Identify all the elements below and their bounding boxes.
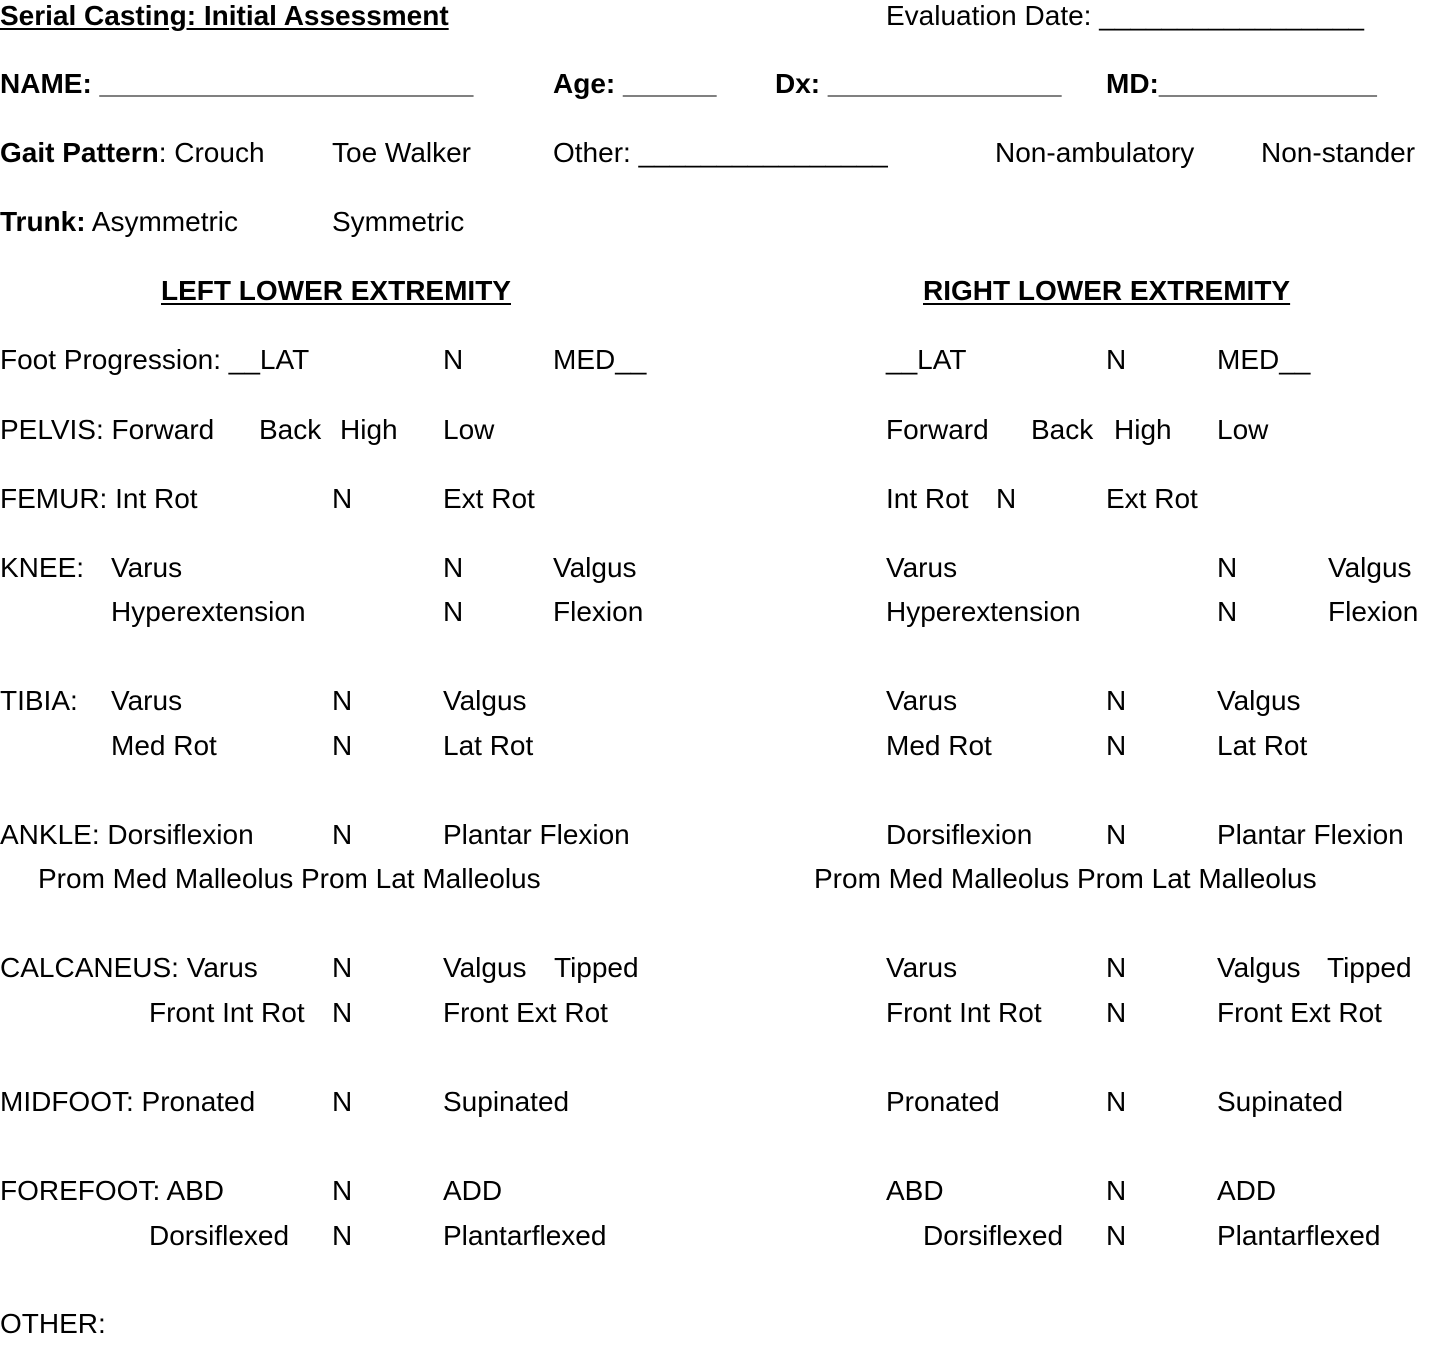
forefoot-right-n-2: N [1106, 1220, 1127, 1251]
forefoot-left-dorsiflexed: Dorsiflexed [149, 1220, 290, 1251]
form-title: Serial Casting: Initial Assessment [0, 0, 449, 31]
evaluation-date-field: Evaluation Date: _________________ [886, 0, 1364, 31]
tibia-right-valgus: Valgus [1217, 685, 1301, 716]
calcaneus-left-front-ext-rot: Front Ext Rot [443, 997, 608, 1028]
forefoot-left-plantarflexed: Plantarflexed [443, 1220, 607, 1251]
ankle-right-n: N [1106, 819, 1127, 850]
knee-right-flexion: Flexion [1328, 596, 1419, 627]
gait-pattern-label: Gait Pattern [0, 137, 159, 168]
left-extremity-heading: LEFT LOWER EXTREMITY [161, 275, 511, 306]
ankle-left-n: N [332, 819, 353, 850]
pelvis-right-high: High [1114, 414, 1172, 445]
knee-left-n-2: N [443, 596, 464, 627]
calcaneus-right-n-2: N [1106, 997, 1127, 1028]
tibia-left-varus: Varus [111, 685, 183, 716]
tibia-right-med-rot: Med Rot [886, 730, 992, 761]
knee-right-n: N [1217, 552, 1238, 583]
tibia-left-lat-rot: Lat Rot [443, 730, 534, 761]
knee-left-flexion: Flexion [553, 596, 644, 627]
dx-field: Dx: _______________ [775, 68, 1062, 99]
calcaneus-right-varus: Varus [886, 952, 958, 983]
foot-progression-right-med: MED__ [1217, 344, 1311, 375]
gait-non-ambulatory-option: Non-ambulatory [995, 137, 1195, 168]
tibia-right-lat-rot: Lat Rot [1217, 730, 1308, 761]
md-field: MD:______________ [1106, 68, 1377, 99]
forefoot-right-add: ADD [1217, 1175, 1277, 1206]
calcaneus-left-front-int-rot: Front Int Rot [149, 997, 305, 1028]
knee-left-valgus: Valgus [553, 552, 637, 583]
pelvis-left-low: Low [443, 414, 495, 445]
trunk-asymmetric-option: Asymmetric [85, 206, 239, 237]
knee-right-varus: Varus [886, 552, 958, 583]
forefoot-right-plantarflexed: Plantarflexed [1217, 1220, 1381, 1251]
knee-right-valgus: Valgus [1328, 552, 1412, 583]
gait-toe-walker-option: Toe Walker [332, 137, 472, 168]
gait-crouch-option: : Crouch [158, 137, 265, 168]
midfoot-right-pronated: Pronated [886, 1086, 1000, 1117]
midfoot-left-pronated: MIDFOOT: Pronated [0, 1086, 256, 1117]
pelvis-right-forward: Forward [886, 414, 989, 445]
trunk-row [0, 208, 238, 236]
forefoot-right-abd: ABD [886, 1175, 944, 1206]
calcaneus-left-n-2: N [332, 997, 353, 1028]
calcaneus-left-varus: CALCANEUS: Varus [0, 952, 258, 983]
midfoot-right-n: N [1106, 1086, 1127, 1117]
femur-left-n: N [332, 483, 353, 514]
tibia-left-valgus: Valgus [443, 685, 527, 716]
tibia-left-n-2: N [332, 730, 353, 761]
ankle-left-dorsiflexion: ANKLE: Dorsiflexion [0, 819, 254, 850]
femur-right-ext-rot: Ext Rot [1106, 483, 1198, 514]
foot-progression-right-n: N [1106, 344, 1127, 375]
tibia-label: TIBIA: [0, 685, 78, 716]
foot-progression-right-lat: __LAT [886, 344, 967, 375]
forefoot-left-abd: FOREFOOT: ABD [0, 1175, 225, 1206]
gait-pattern-row [0, 139, 265, 167]
calcaneus-left-n: N [332, 952, 353, 983]
knee-left-hyperextension: Hyperextension [111, 596, 306, 627]
gait-non-stander-option: Non-stander [1261, 137, 1416, 168]
forefoot-left-n: N [332, 1175, 353, 1206]
tibia-right-varus: Varus [886, 685, 958, 716]
pelvis-left-forward: PELVIS: Forward [0, 414, 215, 445]
pelvis-right-low: Low [1217, 414, 1269, 445]
ankle-right-dorsiflexion: Dorsiflexion [886, 819, 1033, 850]
foot-progression-left-med: MED__ [553, 344, 647, 375]
forefoot-right-n: N [1106, 1175, 1127, 1206]
pelvis-left-back: Back [259, 414, 322, 445]
pelvis-left-high: High [340, 414, 398, 445]
ankle-left-plantar-flexion: Plantar Flexion [443, 819, 630, 850]
tibia-left-n: N [332, 685, 353, 716]
midfoot-left-n: N [332, 1086, 353, 1117]
knee-right-n-2: N [1217, 596, 1238, 627]
knee-left-varus: Varus [111, 552, 183, 583]
calcaneus-right-tipped: Tipped [1327, 952, 1412, 983]
calcaneus-right-n: N [1106, 952, 1127, 983]
forefoot-left-add: ADD [443, 1175, 503, 1206]
gait-other-field: Other: ________________ [553, 137, 888, 168]
ankle-left-malleolus: Prom Med Malleolus Prom Lat Malleolus [38, 863, 541, 894]
calcaneus-left-tipped: Tipped [554, 952, 639, 983]
foot-progression-left-n: N [443, 344, 464, 375]
ankle-right-malleolus: Prom Med Malleolus Prom Lat Malleolus [814, 863, 1317, 894]
right-extremity-heading: RIGHT LOWER EXTREMITY [923, 275, 1291, 306]
calcaneus-right-front-ext-rot: Front Ext Rot [1217, 997, 1382, 1028]
name-field: NAME: ________________________ [0, 68, 474, 99]
femur-right-n: N [996, 483, 1017, 514]
calcaneus-left-valgus: Valgus [443, 952, 527, 983]
forefoot-right-dorsiflexed: Dorsiflexed [923, 1220, 1064, 1251]
calcaneus-right-front-int-rot: Front Int Rot [886, 997, 1042, 1028]
femur-left-int-rot: FEMUR: Int Rot [0, 483, 198, 514]
calcaneus-right-valgus: Valgus [1217, 952, 1301, 983]
femur-right-int-rot: Int Rot [886, 483, 969, 514]
trunk-label: Trunk: [0, 206, 86, 237]
knee-left-n: N [443, 552, 464, 583]
midfoot-left-supinated: Supinated [443, 1086, 570, 1117]
other-label: OTHER: [0, 1308, 106, 1339]
knee-right-hyperextension: Hyperextension [886, 596, 1081, 627]
femur-left-ext-rot: Ext Rot [443, 483, 535, 514]
midfoot-right-supinated: Supinated [1217, 1086, 1344, 1117]
tibia-left-med-rot: Med Rot [111, 730, 217, 761]
foot-progression-left-lat: Foot Progression: __LAT [0, 344, 310, 375]
forefoot-left-n-2: N [332, 1220, 353, 1251]
pelvis-right-back: Back [1031, 414, 1094, 445]
tibia-right-n-2: N [1106, 730, 1127, 761]
tibia-right-n: N [1106, 685, 1127, 716]
trunk-symmetric-option: Symmetric [332, 206, 465, 237]
ankle-right-plantar-flexion: Plantar Flexion [1217, 819, 1404, 850]
knee-label: KNEE: [0, 552, 85, 583]
age-field: Age: ______ [553, 68, 717, 99]
